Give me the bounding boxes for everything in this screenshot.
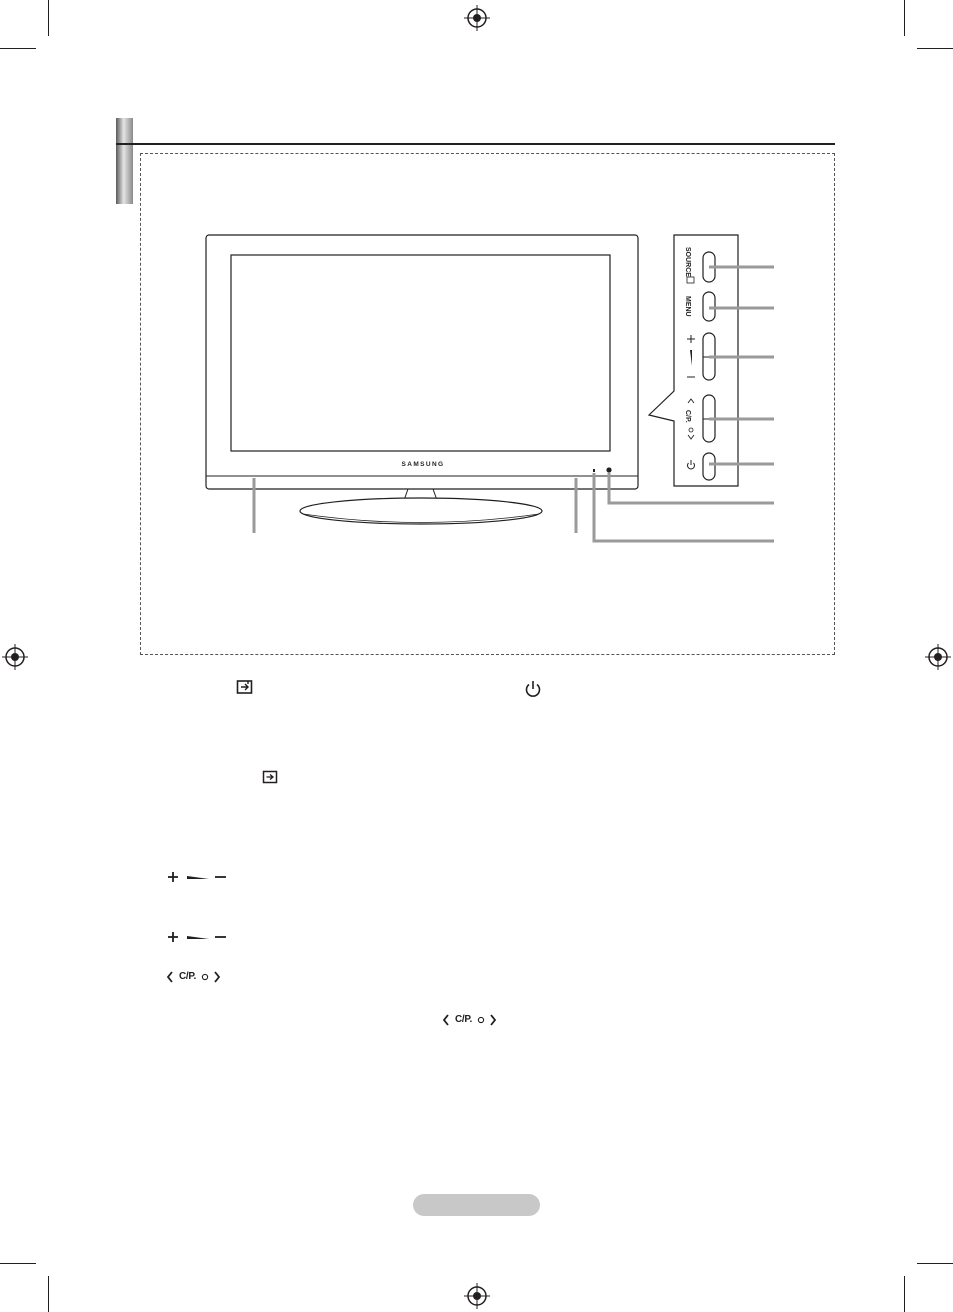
crop-mark [48, 1276, 49, 1312]
crop-mark [904, 1276, 905, 1312]
crop-mark [0, 1263, 36, 1264]
volume-plus-minus-icon [167, 929, 229, 945]
crop-mark [904, 0, 905, 36]
power-icon [524, 680, 542, 698]
power-indicator-dot [606, 467, 611, 472]
tv-brand-logo: SAMSUNG [401, 461, 445, 468]
tv-stand-base [300, 498, 542, 524]
registration-mark-icon [2, 644, 28, 670]
remote-sensor-mark [593, 469, 595, 472]
registration-mark-icon [464, 1283, 490, 1309]
channel-symbol-label: C/P. [179, 971, 196, 982]
channel-up-down-icon [442, 1012, 502, 1028]
registration-mark-icon [464, 5, 490, 31]
channel-button-label: C/P. [684, 410, 691, 423]
page-number-tab [413, 1194, 540, 1216]
power-button [703, 453, 715, 480]
section-header-rule [116, 143, 835, 145]
menu-button-label: MENU [684, 296, 691, 317]
source-button-label: SOURCE [684, 247, 691, 277]
crop-mark [917, 1263, 953, 1264]
tv-screen [231, 255, 610, 451]
crop-mark [0, 48, 36, 49]
channel-up-down-icon [166, 969, 226, 985]
section-header-bar [116, 118, 133, 204]
input-source-icon [236, 679, 256, 695]
volume-plus-minus-icon [167, 869, 229, 885]
crop-mark [48, 0, 49, 36]
side-panel-zoom [649, 235, 738, 486]
crop-mark [917, 48, 953, 49]
input-source-icon [262, 770, 280, 784]
tv-front-illustration [140, 153, 833, 653]
channel-symbol-label: C/P. [455, 1014, 472, 1025]
registration-mark-icon [925, 644, 951, 670]
